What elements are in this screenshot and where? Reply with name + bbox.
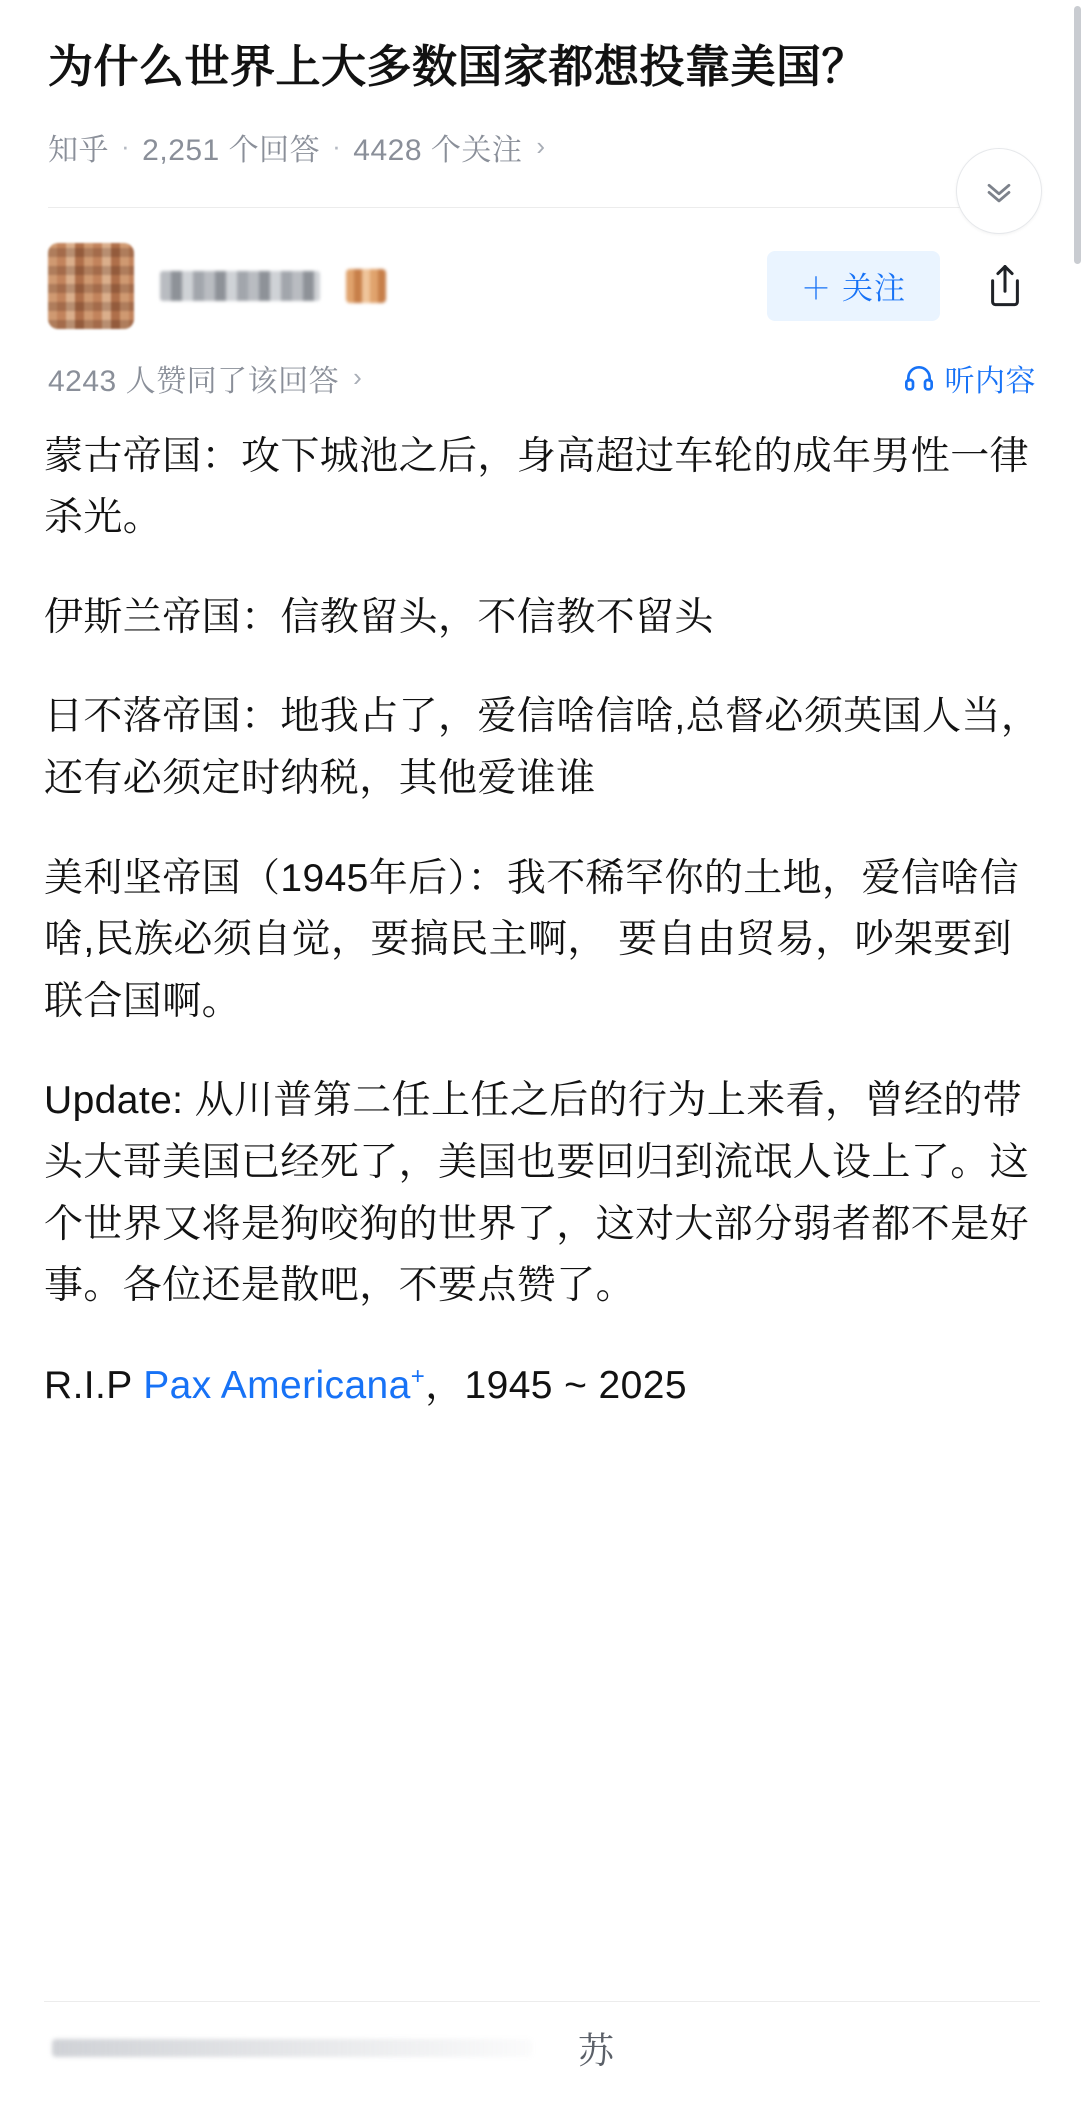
question-header xyxy=(0,0,1084,208)
followers-count: 4428 个关注 xyxy=(353,133,523,167)
chevron-right-icon-vote: › xyxy=(353,362,362,392)
follow-button-label: 关注 xyxy=(842,271,906,306)
paragraph-2: 伊斯兰帝国：信教留头，不信教不留头 xyxy=(44,595,714,639)
chevron-double-down-icon xyxy=(982,174,1016,208)
listen-button[interactable] xyxy=(903,356,1037,400)
headphones-icon xyxy=(903,362,935,394)
share-button[interactable] xyxy=(974,251,1036,321)
meta-dot-1: · xyxy=(121,131,131,161)
link-superscript: + xyxy=(410,1362,426,1390)
share-icon xyxy=(983,263,1027,309)
rip-prefix: R.I.P xyxy=(44,1363,144,1407)
listen-label: 听内容 xyxy=(944,364,1036,398)
paragraph-3: 日不落帝国：地我占了，爱信啥信啥,总督必须英国人当，还有必须定时纳税，其他爱谁谁 xyxy=(44,695,1041,800)
footer-divider xyxy=(44,2001,1040,2002)
chevron-right-icon: › xyxy=(536,130,546,161)
footer-strip xyxy=(0,1987,1084,2107)
follow-button[interactable] xyxy=(767,251,940,321)
rip-line xyxy=(44,1355,1044,1417)
pax-americana-link[interactable]: Pax Americana xyxy=(143,1363,411,1407)
author-name[interactable] xyxy=(160,271,320,301)
footer-char: 苏 xyxy=(578,2030,615,2071)
paragraph-4: 美利坚帝国（1945年后）：我不稀罕你的土地，爱信啥信啥,民族必须自觉，要搞民主啊， 要自由贸易，吵架要到联合国啊。 xyxy=(44,856,1020,1023)
vote-row xyxy=(0,356,1084,400)
meta-dot-2: · xyxy=(332,131,342,161)
page-title: 为什么世界上大多数国家都想投靠美国？ xyxy=(48,41,868,92)
answer-content xyxy=(0,400,1084,1417)
answers-count: 2,251 个回答 xyxy=(142,133,321,167)
plus-icon: ＋ xyxy=(801,272,832,306)
vote-count-label[interactable]: 4243 人赞同了该回答 xyxy=(48,364,340,398)
source-label: 知乎 xyxy=(48,133,109,167)
paragraph-5: Update: 从川普第二任上任之后的行为上来看，曾经的带头大哥美国已经死了，美国也要回归到流氓人设上了。这个世界又将是狗咬狗的世界了，这对大部分弱者都不是好事。各位还是散吧，不要点赞了。 xyxy=(44,1079,1030,1308)
author-row xyxy=(48,238,1036,334)
avatar[interactable] xyxy=(48,243,134,329)
footer-ghost-text xyxy=(52,2039,532,2057)
author-badge xyxy=(346,269,386,303)
question-meta[interactable] xyxy=(48,125,1036,169)
author-section xyxy=(0,208,1084,334)
paragraph-1: 蒙古帝国：攻下城池之后，身高超过车轮的成年男性一律杀光。 xyxy=(44,434,1030,540)
rip-suffix: ，1945 ~ 2025 xyxy=(425,1363,687,1407)
